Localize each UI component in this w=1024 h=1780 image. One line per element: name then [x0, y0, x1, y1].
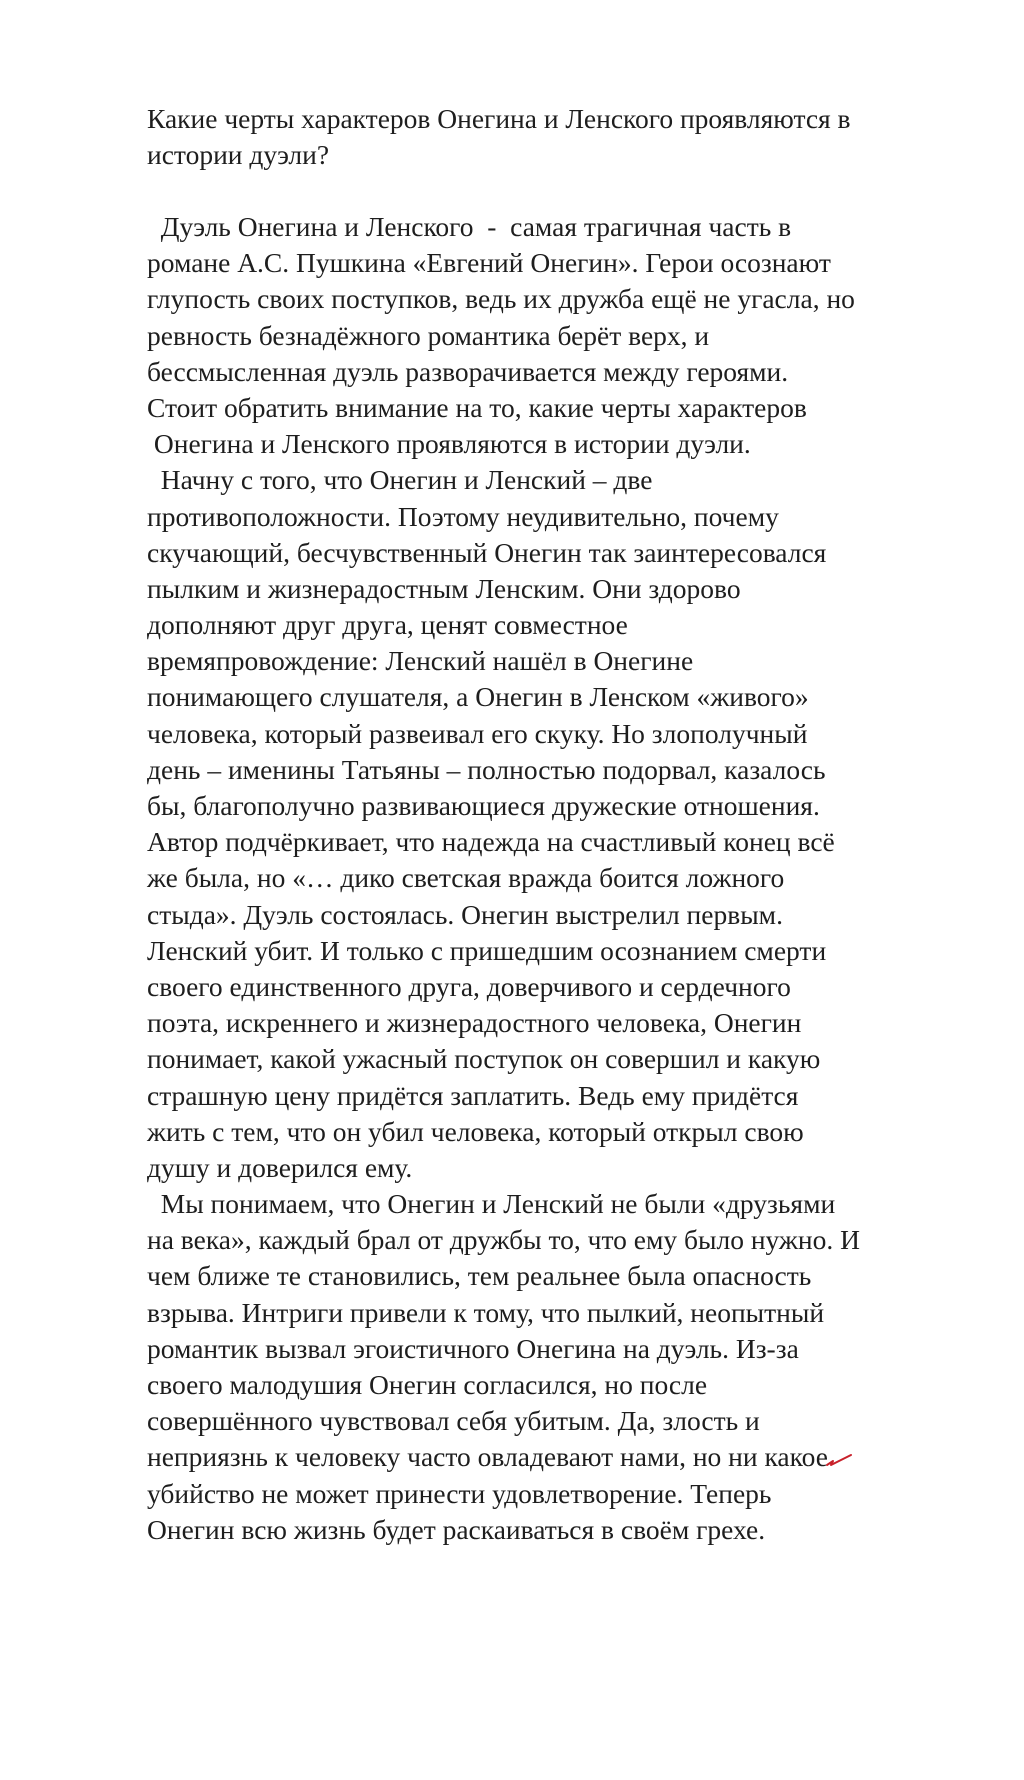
essay-line: противоположности. Поэтому неудивительно, почему [147, 500, 779, 532]
question-line: истории дуэли? [147, 139, 330, 171]
essay-line: романтик вызвал эгоистичного Онегина на дуэль. Из-за [147, 1332, 799, 1364]
essay-line: же была, но «… дико светская вражда боится ложного [147, 862, 785, 894]
essay-body [147, 209, 967, 1548]
essay-line: скучающий, бесчувственный Онегин так заинтересовался [147, 536, 827, 568]
essay-line: дополняют друг друга, ценят совместное [147, 609, 628, 641]
essay-line: неприязнь к человеку часто овладевают нами, но ни какое [147, 1441, 828, 1473]
essay-line: Мы понимаем, что Онегин и Ленский не были «друзьями [147, 1188, 836, 1220]
essay-line: день – именины Татьяны – полностью подорвал, казалось [147, 753, 826, 785]
essay-line: жить с тем, что он убил человека, который открыл свою [147, 1115, 804, 1147]
essay-line: понимающего слушателя, а Онегин в Ленском «живого» [147, 681, 809, 713]
essay-line: душу и доверился ему. [147, 1151, 413, 1183]
essay-line: понимает, какой ужасный поступок он совершил и какую [147, 1043, 821, 1075]
essay-line: ревность безнадёжного романтика берёт верх, и [147, 319, 710, 351]
essay-line: Ленский убит. И только с пришедшим осознанием смерти [147, 934, 827, 966]
essay-line: времяпровождение: Ленский нашёл в Онегине [147, 645, 694, 677]
essay-line: на века», каждый брал от дружбы то, что ему было нужно. И [147, 1224, 860, 1256]
essay-line: совершённого чувствовал себя убитым. Да, злость и [147, 1405, 760, 1437]
essay-line: Дуэль Онегина и Ленского - самая трагичная часть в [147, 211, 792, 242]
essay-line: романе А.С. Пушкина «Евгений Онегин». Герои осознают [147, 247, 831, 279]
essay-line: страшную цену придётся заплатить. Ведь ему придётся [147, 1079, 799, 1111]
essay-line: своего малодушия Онегин согласился, но после [147, 1369, 708, 1400]
essay-line: Стоит обратить внимание на то, какие черты характеров [147, 391, 807, 423]
question-line: Какие черты характеров Онегина и Ленского проявляются в [147, 103, 851, 134]
essay-line: бессмысленная дуэль разворачивается между героями. [147, 355, 789, 387]
correction-mark-icon [825, 1453, 855, 1467]
essay-line: Онегин всю жизнь будет раскаиваться в своём грехе. [147, 1513, 766, 1545]
essay-line: чем ближе те становились, тем реальнее была опасность [147, 1260, 812, 1292]
essay-line: своего единственного друга, доверчивого и сердечного [147, 970, 791, 1002]
essay-line: Начну с того, что Онегин и Ленский – две [147, 464, 653, 496]
essay-line: убийство не может принести удовлетворение. Теперь [147, 1477, 772, 1509]
essay-line: человека, который развеивал его скуку. Но злополучный [147, 717, 808, 749]
essay-line: поэта, искреннего и жизнерадостного человека, Онегин [147, 1007, 802, 1039]
essay-line: Автор подчёркивает, что надежда на счастливый конец всё [147, 826, 835, 858]
essay-line: стыда». Дуэль состоялась. Онегин выстрелил первым. [147, 898, 783, 930]
question-heading [147, 101, 967, 173]
essay-line: пылким и жизнерадостным Ленским. Они здорово [147, 572, 741, 604]
essay-line: бы, благополучно развивающиеся дружеские отношения. [147, 790, 820, 821]
essay-line: взрыва. Интриги привели к тому, что пылкий, неопытный [147, 1296, 825, 1328]
essay-line: Онегина и Ленского проявляются в истории дуэли. [147, 428, 751, 460]
essay-line: глупость своих поступков, ведь их дружба ещё не угасла, но [147, 283, 855, 315]
